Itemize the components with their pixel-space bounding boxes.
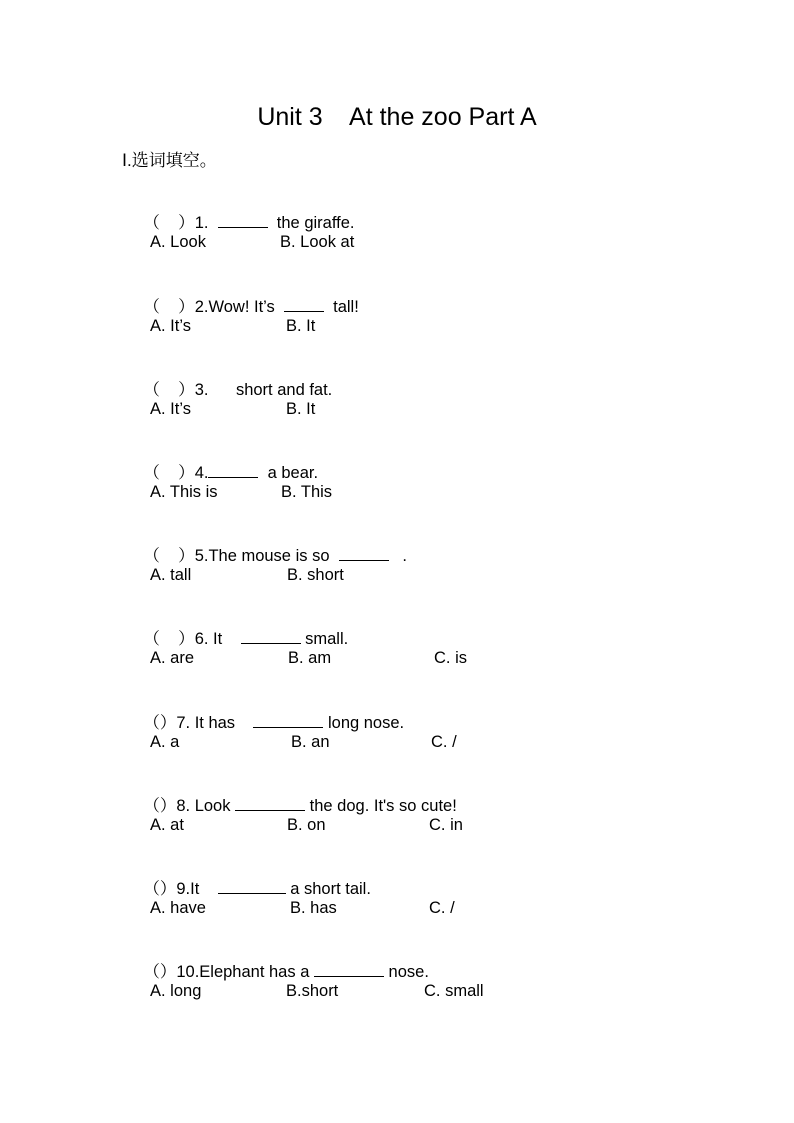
answer-bracket[interactable]: （ ） [143, 214, 195, 232]
option-c[interactable]: C. in [429, 816, 463, 834]
option-c[interactable]: C. small [424, 982, 484, 1000]
question-text-end: a bear. [258, 464, 319, 482]
option-b[interactable]: B. short [287, 566, 344, 584]
fill-blank[interactable] [218, 212, 268, 228]
answer-bracket[interactable]: （） [143, 797, 177, 815]
question-text-end: nose. [383, 963, 429, 981]
option-b[interactable]: B. It [286, 400, 316, 418]
option-b[interactable]: B. am [288, 649, 332, 667]
question-text-end: the giraffe. [267, 214, 355, 232]
option-c[interactable]: C. / [429, 899, 455, 917]
option-c[interactable]: C. is [434, 649, 467, 667]
option-b[interactable]: B. It [286, 317, 316, 335]
question-text: 8. Look [176, 797, 236, 815]
option-b[interactable]: B. an [291, 733, 330, 751]
option-b[interactable]: B. This [281, 483, 333, 501]
option-a[interactable]: A. tall [150, 566, 192, 584]
answer-bracket[interactable]: （ ） [143, 381, 195, 399]
question-text: 2.Wow! It’s [194, 298, 284, 316]
answer-bracket[interactable]: （ ） [143, 298, 195, 316]
option-a[interactable]: A. Look [150, 233, 206, 251]
option-a[interactable]: A. This is [150, 483, 218, 501]
fill-blank[interactable] [218, 878, 286, 894]
question-text-end: long nose. [323, 714, 405, 732]
answer-bracket[interactable]: （ ） [143, 630, 195, 648]
question-text: 6. It [194, 630, 241, 648]
option-b[interactable]: B. on [287, 816, 326, 834]
fill-blank[interactable] [208, 462, 258, 478]
question-text: 4. [194, 464, 209, 482]
question-text: 10.Elephant has a [176, 963, 314, 981]
question-text-end: small. [300, 630, 349, 648]
option-c[interactable]: C. / [431, 733, 457, 751]
question-text: 5.The mouse is so [194, 547, 339, 565]
option-a[interactable]: A. It’s [150, 400, 191, 418]
fill-blank[interactable] [241, 628, 301, 644]
fill-blank[interactable] [284, 296, 324, 312]
option-a[interactable]: A. a [150, 733, 180, 751]
answer-bracket[interactable]: （） [143, 880, 177, 898]
answer-bracket[interactable]: （ ） [143, 547, 195, 565]
option-b[interactable]: B.short [286, 982, 339, 1000]
fill-blank[interactable] [253, 712, 323, 728]
answer-bracket[interactable]: （） [143, 714, 177, 732]
fill-blank[interactable] [339, 545, 389, 561]
option-a[interactable]: A. have [150, 899, 206, 917]
option-a[interactable]: A. long [150, 982, 202, 1000]
question-text-end: the dog. It's so cute! [305, 797, 457, 815]
question-text: 7. It has [176, 714, 254, 732]
answer-bracket[interactable]: （） [143, 963, 177, 981]
question-text: 9.It [176, 880, 218, 898]
section-heading: Ⅰ.选词填空。 [122, 151, 217, 170]
option-b[interactable]: B. Look at [280, 233, 355, 251]
question-text-end: . [388, 547, 408, 565]
option-a[interactable]: A. are [150, 649, 195, 667]
option-b[interactable]: B. has [290, 899, 337, 917]
page-title: Unit 3 At the zoo Part A [257, 103, 537, 131]
option-a[interactable]: A. at [150, 816, 184, 834]
answer-bracket[interactable]: （ ） [143, 464, 195, 482]
question-text: 3. short and fat. [194, 381, 333, 399]
fill-blank[interactable] [314, 961, 384, 977]
option-a[interactable]: A. It’s [150, 317, 191, 335]
question-text-end: tall! [323, 298, 359, 316]
question-text-end: a short tail. [285, 880, 371, 898]
question-text: 1. [194, 214, 218, 232]
fill-blank[interactable] [235, 795, 305, 811]
